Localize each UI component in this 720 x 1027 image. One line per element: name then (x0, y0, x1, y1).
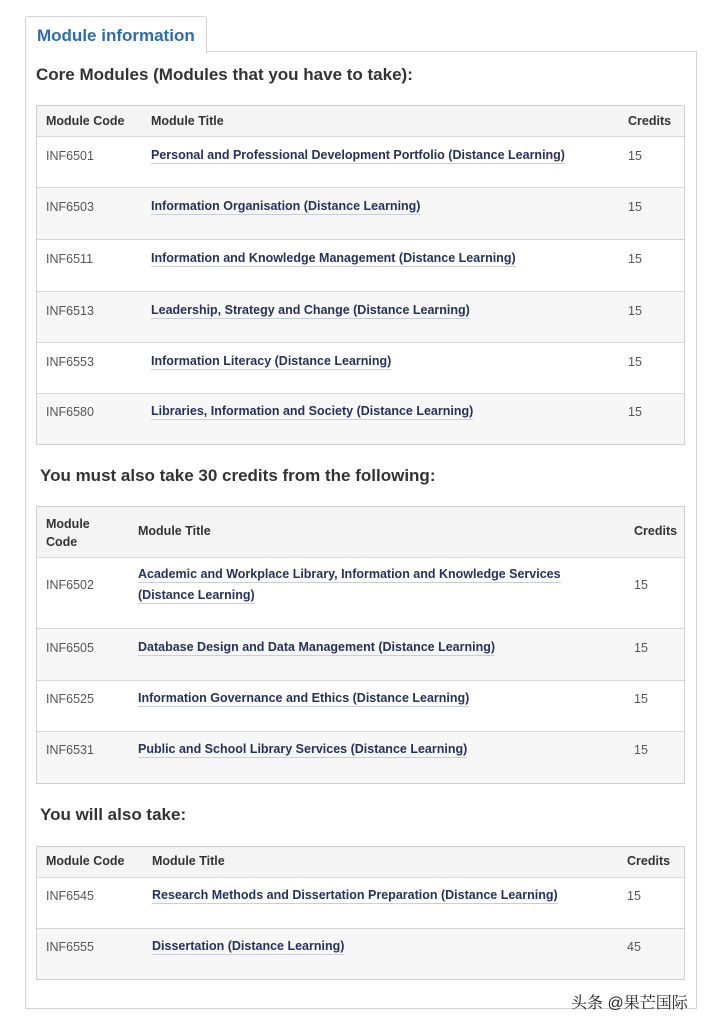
table-row (37, 292, 684, 343)
module-code: INF6502 (46, 578, 94, 592)
table-row (37, 394, 684, 444)
table-row (37, 137, 684, 188)
module-credits: 15 (634, 743, 648, 757)
module-credits: 15 (628, 304, 642, 318)
optional-modules-heading: You must also take 30 credits from the following: (40, 466, 436, 485)
header-credits: Credits (627, 854, 671, 868)
module-credits: 15 (627, 889, 641, 903)
header-credits: Credits (628, 114, 672, 128)
module-title-link[interactable]: Libraries, Information and Society (Distance Learning) (151, 404, 474, 418)
module-title-link[interactable]: Information Governance and Ethics (Distance Learning) (138, 691, 470, 705)
module-code: INF6503 (46, 200, 94, 214)
tab-label: Module information (37, 26, 195, 45)
module-credits: 15 (628, 200, 642, 214)
module-credits: 15 (628, 149, 642, 163)
module-code: INF6555 (46, 940, 94, 954)
module-code: INF6525 (46, 692, 94, 706)
table-row (37, 558, 684, 629)
table-row (37, 188, 684, 240)
module-code: INF6511 (46, 252, 94, 266)
module-code: INF6545 (46, 889, 94, 903)
table-row (37, 629, 684, 681)
table-header-row (37, 106, 684, 137)
module-credits: 15 (628, 252, 642, 266)
also-take-heading: You will also take: (40, 805, 187, 824)
watermark: 头条 @果芒国际 (571, 995, 688, 1012)
optional-modules-table (36, 506, 685, 784)
also-take-table (36, 846, 685, 980)
header-credits: Credits (634, 524, 678, 538)
core-modules-heading: Core Modules (Modules that you have to take): (36, 65, 413, 84)
module-code: INF6580 (46, 405, 94, 419)
module-code: INF6501 (46, 149, 94, 163)
header-module-title: Module Title (151, 114, 224, 128)
module-code: INF6531 (46, 743, 94, 757)
module-title-link[interactable]: Information and Knowledge Management (Distance Learning) (151, 251, 516, 265)
module-title-link[interactable]: Personal and Professional Development Portfolio (Distance Learning) (151, 148, 565, 162)
header-module-code: Module Code (46, 114, 125, 128)
table-row (37, 732, 684, 783)
module-title-link[interactable]: Research Methods and Dissertation Preparation (Distance Learning) (152, 888, 558, 902)
module-credits: 15 (628, 405, 642, 419)
core-modules-table (36, 105, 685, 445)
module-credits: 15 (634, 578, 648, 592)
module-title-link[interactable]: Dissertation (Distance Learning) (152, 939, 345, 953)
module-title-link[interactable]: Leadership, Strategy and Change (Distance Learning) (151, 303, 470, 317)
module-title-link[interactable]: Database Design and Data Management (Distance Learning) (138, 640, 496, 654)
module-code: INF6553 (46, 355, 94, 369)
header-module-code: Module Code (46, 854, 125, 868)
table-row (37, 929, 684, 979)
table-row (37, 878, 684, 929)
module-credits: 45 (627, 940, 641, 954)
module-code: INF6513 (46, 304, 94, 318)
table-row (37, 343, 684, 394)
tab-module-information[interactable] (25, 16, 207, 53)
module-title-link[interactable]: Academic and Workplace Library, Information and Knowledge Services (Distance Learning) (138, 567, 561, 602)
module-title-link[interactable]: Information Literacy (Distance Learning) (151, 354, 392, 368)
module-credits: 15 (628, 355, 642, 369)
module-credits: 15 (634, 692, 648, 706)
header-module-title: Module Title (138, 524, 211, 538)
table-row (37, 240, 684, 292)
table-header-row (37, 847, 684, 878)
module-title-link[interactable]: Information Organisation (Distance Learning) (151, 199, 421, 213)
module-title-link[interactable]: Public and School Library Services (Distance Learning) (138, 742, 468, 756)
module-credits: 15 (634, 641, 648, 655)
table-row (37, 681, 684, 732)
header-module-code: Module Code (46, 517, 90, 549)
module-code: INF6505 (46, 641, 94, 655)
table-header-row (37, 507, 684, 558)
header-module-title: Module Title (152, 854, 225, 868)
